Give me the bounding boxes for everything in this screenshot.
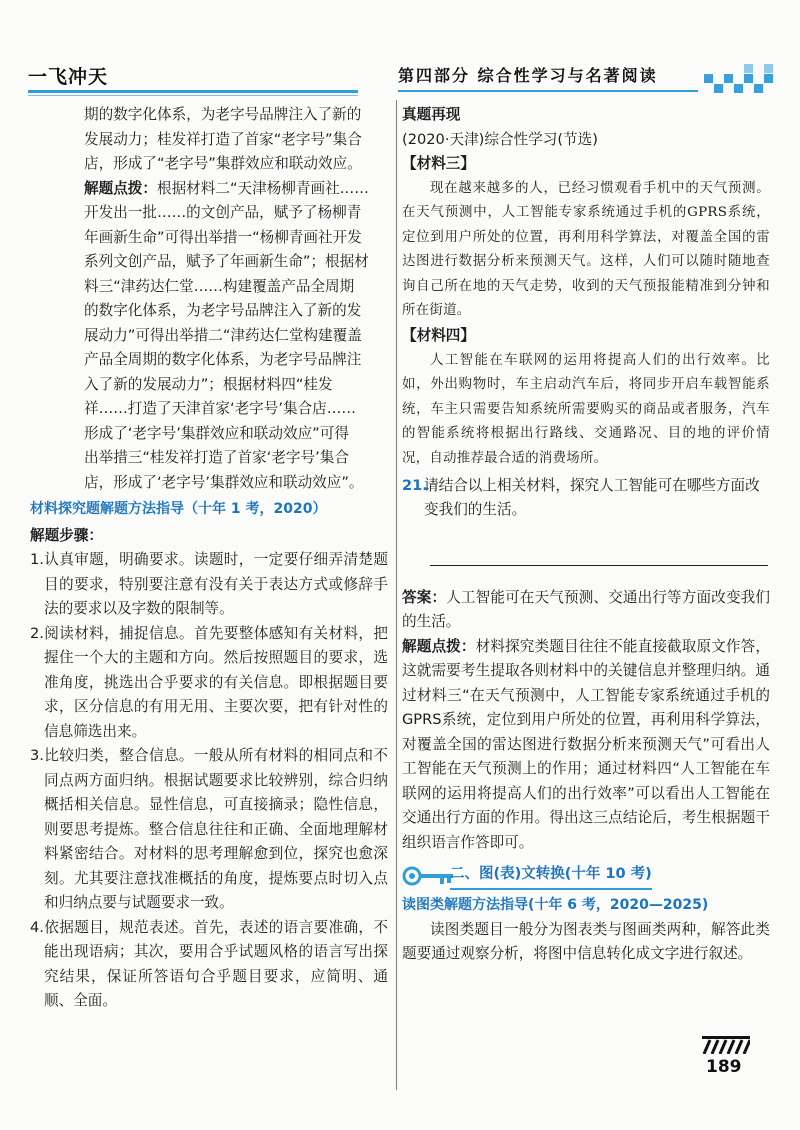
tip-block xyxy=(30,177,388,496)
chart-method-text: 读图类题目一般分为图表类与图画类两种，解答此类题要通过观察分析，将图中信息转化成文字进行叙述。 xyxy=(402,920,770,963)
text-line: 店，形成了“老字号”集群效应和联动效应。 xyxy=(84,155,362,172)
real-exam-title: 真题再现 xyxy=(402,106,461,123)
chart-method-title: 读图类解题方法指导(十年 6 考，2020—2025) xyxy=(402,897,709,914)
brand-logo: 一飞冲天 xyxy=(28,66,109,88)
text-line: 发展动力；桂发祥打造了首家“老字号”集合 xyxy=(84,130,362,148)
question-text: 请结合以上相关材料，探究人工智能可在哪些方面改变我们的生活。 xyxy=(424,476,760,519)
answer-text: 人工智能可在天气预测、交通出行等方面改变我们的生活。 xyxy=(402,588,770,631)
page-header xyxy=(0,0,800,100)
tip-first-line xyxy=(84,177,388,202)
answer xyxy=(402,586,770,635)
material-3-title: 【材料三】 xyxy=(402,155,475,172)
text-line: 的数字化体系，为老字号品牌注入了新的发 xyxy=(84,302,362,319)
material-4-text: 人工智能在车联网的运用将提高人们的出行效率。比如，外出购物时，车主启动汽车后，将同步开启车载智能系统，车主只需要告知系统所需要购买的商品或者服务，汽车的智能系统将根据出行路线、交通路况、目的地的评价情况，自动推荐最合适的消费场所。 xyxy=(402,352,770,466)
question-21 xyxy=(402,474,770,523)
explanation xyxy=(402,635,770,856)
text-line: 开发出一批……的文创产品，赋予了杨柳青 xyxy=(84,204,362,221)
page-number: 189 xyxy=(706,1057,742,1077)
step-item: 4.依据题目，规范表述。首先，表述的语言要准确，不能出现语病；其次，要用合乎试题风格的语言写出探究结果，保证所答语句合乎题目要求，应简明、通顺、全面。 xyxy=(30,918,388,1009)
answer-blank-line xyxy=(430,565,768,566)
section-2-title: 二、图(表)文转换(十年 10 考) xyxy=(450,862,652,890)
material-3-text: 现在越来越多的人，已经习惯观看手机中的天气预测。在天气预测中，人工智能专家系统通过手机的GPRS系统，定位到用户所处的位置，再利用科学算法，对覆盖全国的雷达图进行数据分析来预测天气。这样，人们可以随时随地查询自己所在地的天气走势，收到的天气预报能精准到分钟和所在街道。 xyxy=(402,180,770,319)
step-item: 2.阅读材料，捕捉信息。首先要整体感知有关材料，把握住一个大的主题和方向。然后按照题目的要求，选准角度，挑选出合乎要求的有关信息。即根据题目要求，区分信息的有用无用、主要次要，把有针对性的信息筛选出来。 xyxy=(30,624,388,740)
tip-first-text: 根据材料二“天津杨柳青画社…… xyxy=(156,179,369,197)
steps-label: 解题步骤： xyxy=(30,526,103,544)
text-line: 入了新的发展动力”；根据材料四“桂发 xyxy=(84,375,333,393)
text-line: 祥……打造了天津首家‘老字号’集合店…… xyxy=(84,400,356,417)
step-item: 3.比较归类，整合信息。一般从所有材料的相同点和不同点两方面归纳。根据试题要求比较辨别，综合归纳概括相关信息。显性信息，可直接摘录；隐性信息，则要思考提炼。整合信息往往和正确、全面地理解材料紧密结合。对材料的思考理解愈到位，探究也愈深刻。尤其要注意找准概括的角度，提炼要点时切入点和归纳点要与试题要求一致。 xyxy=(30,747,388,911)
right-column xyxy=(402,103,770,967)
text-line: 年画新生命”可得出举措一“杨柳青画社开发 xyxy=(84,228,362,246)
text-line: 系列文创产品，赋予了年画新生命”；根据材 xyxy=(84,253,369,270)
step-item: 1.认真审题，明确要求。读题时，一定要仔细弄清楚题目的要求，特别要注意有没有关于表达方式或修辞手法的要求以及字数的限制等。 xyxy=(30,551,388,617)
exam-source: (2020·天津)综合性学习(节选) xyxy=(402,130,598,148)
text-line: 形成了‘老字号’集群效应和联动效应”可得 xyxy=(84,424,349,442)
text-line: 出举措三“桂发祥打造了首家‘老字号’集合 xyxy=(84,449,349,466)
explain-label: 解题点拨： xyxy=(402,637,476,655)
text-line: 店，形成了‘老字号’集群效应和联动效应”。 xyxy=(84,473,364,491)
text-line: 展动力”可得出举措二“津药达仁堂构建覆盖 xyxy=(84,326,362,344)
left-column xyxy=(30,103,388,1014)
material-4-title: 【材料四】 xyxy=(402,327,475,345)
tip-label: 解题点拨： xyxy=(84,179,157,197)
text-line: 产品全周期的数字化体系，为老字号品牌注 xyxy=(84,351,362,368)
text-line: 料三“津药达仁堂……构建覆盖产品全周期 xyxy=(84,277,355,295)
question-number: 21. xyxy=(402,476,428,494)
method-title: 材料探究题解题方法指导（十年 1 考，2020） xyxy=(30,501,327,517)
header-left-rule xyxy=(28,90,358,93)
column-divider xyxy=(396,100,397,1090)
page-number-decoration-icon xyxy=(702,1036,750,1054)
explain-text: 材料探究类题目往往不能直接截取原文作答，这就需要考生提取各则材料中的关键信息并整理归纳。通过材料三“在天气预测中，人工智能专家系统通过手机的GPRS系统，定位到用户所处的位置，再利用科学算法，对覆盖全国的雷达图进行数据分析来预测天气”可看出人工智能在天气预测上的作用；通过材料四“人工智能在车联网的运用将提高人们的出行效率”可以看出人工智能在交通出行方面的作用。得出这三点结论后，考生根据题干组织语言作答即可。 xyxy=(402,637,770,851)
text-line: 期的数字化体系，为老字号品牌注入了新的 xyxy=(84,106,362,123)
answer-label: 答案： xyxy=(402,588,447,606)
continuation-text xyxy=(30,103,388,177)
corner-decoration-icon xyxy=(704,62,776,96)
section-title: 第四部分 综合性学习与名著阅读 xyxy=(398,66,658,85)
section-2-heading xyxy=(402,861,770,891)
header-right-rule xyxy=(398,90,698,92)
